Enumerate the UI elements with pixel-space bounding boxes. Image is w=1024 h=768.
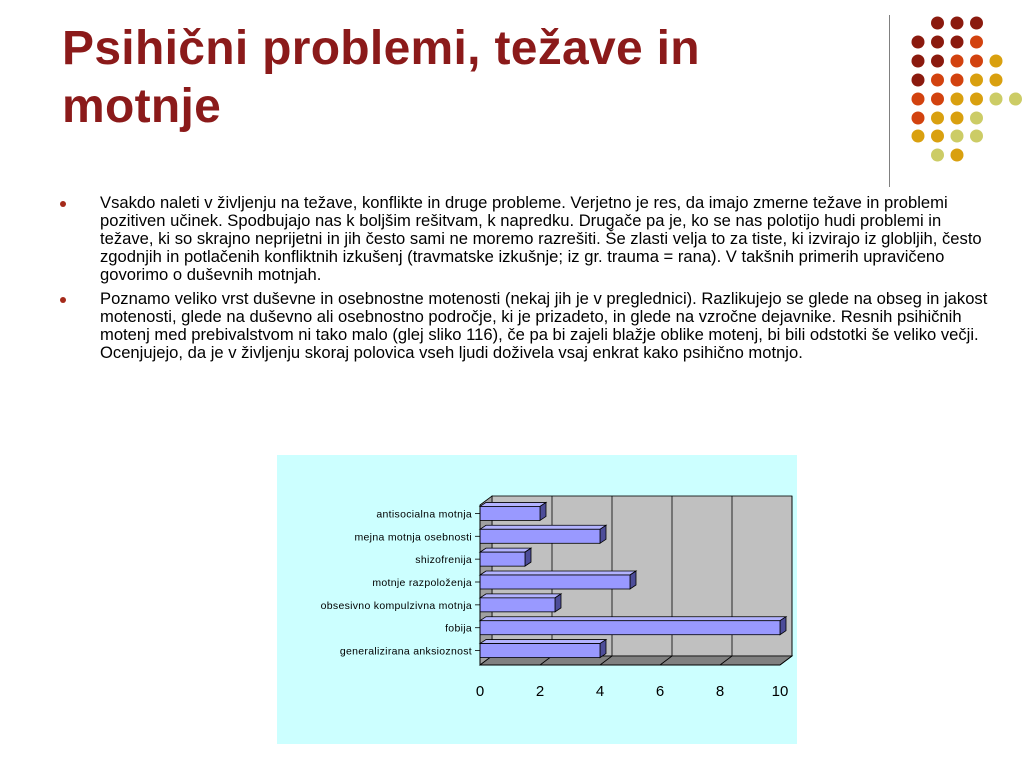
bar-top [480, 640, 606, 644]
decorative-dot [951, 130, 964, 143]
decorative-dot [951, 149, 964, 162]
bar [480, 525, 606, 543]
decorative-dot [951, 17, 964, 30]
bullet-text: Vsakdo naleti v življenju na težave, konflikte in druge probleme. Verjetno je res, da imajo zmerne težave in problemi pozitiven učinek. Spodbujajo nas k boljšim rešitvam, k napredku. Drugače pa je, ko se nas polotijo hudi problemi in težave, ki so skrajno neprijetni in jih često sami ne moremo razrešiti. Še zlasti velja to za tiste, ki izvirajo iz globljih, često zgodnjih in potlačenih konfliktnih izkušenj (travmatske izkušnje; iz gr. trauma = rana). V takšnih primerih upravičeno govorimo o duševnih motnjah. [100, 193, 982, 284]
decorative-dot [931, 112, 944, 125]
bar-top [480, 617, 786, 621]
decorative-dot [912, 36, 925, 49]
decorative-dot [970, 93, 983, 106]
decorative-dot [931, 36, 944, 49]
category-label: antisocialna motnja [376, 508, 472, 521]
category-label: motnje razpoloženja [372, 577, 472, 589]
bar-top [480, 594, 561, 598]
bar-front [480, 644, 600, 658]
x-tick-label: 4 [595, 683, 605, 700]
x-tick-label: 6 [655, 683, 665, 700]
bar-front [480, 575, 630, 589]
decorative-dot-grid [0, 0, 1024, 190]
decorative-dot [951, 93, 964, 106]
decorative-dot [951, 74, 964, 87]
x-tick-label: 8 [715, 683, 725, 700]
decorative-dot [931, 74, 944, 87]
decorative-dot [931, 93, 944, 106]
bar-top [480, 502, 546, 506]
bar-front [480, 552, 525, 566]
category-label: obsesivno kompulzivna motnja [320, 599, 472, 612]
decorative-dot [931, 55, 944, 68]
decorative-dot [970, 112, 983, 125]
decorative-dot [970, 17, 983, 30]
decorative-dot [912, 55, 925, 68]
decorative-dot [970, 74, 983, 87]
slide-title: Psihični problemi, težave in motnje [62, 22, 700, 133]
category-label: generalizirana anksioznost [339, 645, 472, 658]
bar-front [480, 621, 780, 635]
bar [480, 594, 561, 612]
decorative-dot [931, 130, 944, 143]
bar [480, 502, 546, 520]
decorative-dot [931, 17, 944, 30]
bar-chart [277, 455, 797, 744]
bar-top [480, 525, 606, 529]
bar [480, 548, 531, 566]
bullet-dot-icon [60, 297, 66, 303]
bar [480, 571, 636, 589]
category-label: mejna motnja osebnosti [354, 531, 472, 544]
decorative-dot [912, 130, 925, 143]
category-label: fobija [445, 622, 472, 635]
bullet-text: Poznamo veliko vrst duševne in osebnostne motenosti (nekaj jih je v preglednici). Razlikujejo se glede na obseg in jakost motenosti, glede na duševno ali osebnostno področje, ki je prizadeto, in glede na vzročne dejavnike. Resnih psihičnih motenj med prebivalstvom ni tako malo (glej sliko 116), če pa bi zajeli blažje oblike motenj, bi bili odstotki še veliko večji. Ocenjujejo, da je v življenju skoraj polovica vseh ljudi doživela vsaj enkrat kako psihično motnjo. [100, 289, 988, 362]
bullet-list [60, 194, 990, 368]
decorative-dot [990, 93, 1003, 106]
decorative-dot [951, 55, 964, 68]
decorative-dot [951, 112, 964, 125]
decorative-dot [990, 55, 1003, 68]
bar-front [480, 506, 540, 520]
divider-line [889, 15, 890, 187]
decorative-dot [970, 36, 983, 49]
bar-top [480, 548, 531, 552]
decorative-dot [970, 55, 983, 68]
x-tick-label: 2 [535, 683, 545, 700]
decorative-dot [912, 74, 925, 87]
bar-top [480, 571, 636, 575]
decorative-dot [912, 112, 925, 125]
bar [480, 617, 786, 635]
decorative-dot [951, 36, 964, 49]
decorative-dot [1009, 93, 1022, 106]
decorative-dot [990, 74, 1003, 87]
decorative-dot [931, 149, 944, 162]
decorative-dot [970, 130, 983, 143]
x-tick-label: 0 [475, 683, 485, 700]
bullet-item [60, 194, 990, 284]
bullet-item [60, 290, 990, 362]
category-label: shizofrenija [415, 554, 472, 567]
bar-front [480, 598, 555, 612]
bar-front [480, 529, 600, 543]
x-tick-label: 10 [771, 683, 789, 700]
chart-panel [277, 455, 797, 744]
bar [480, 640, 606, 658]
bullet-dot-icon [60, 201, 66, 207]
decorative-dot [912, 93, 925, 106]
